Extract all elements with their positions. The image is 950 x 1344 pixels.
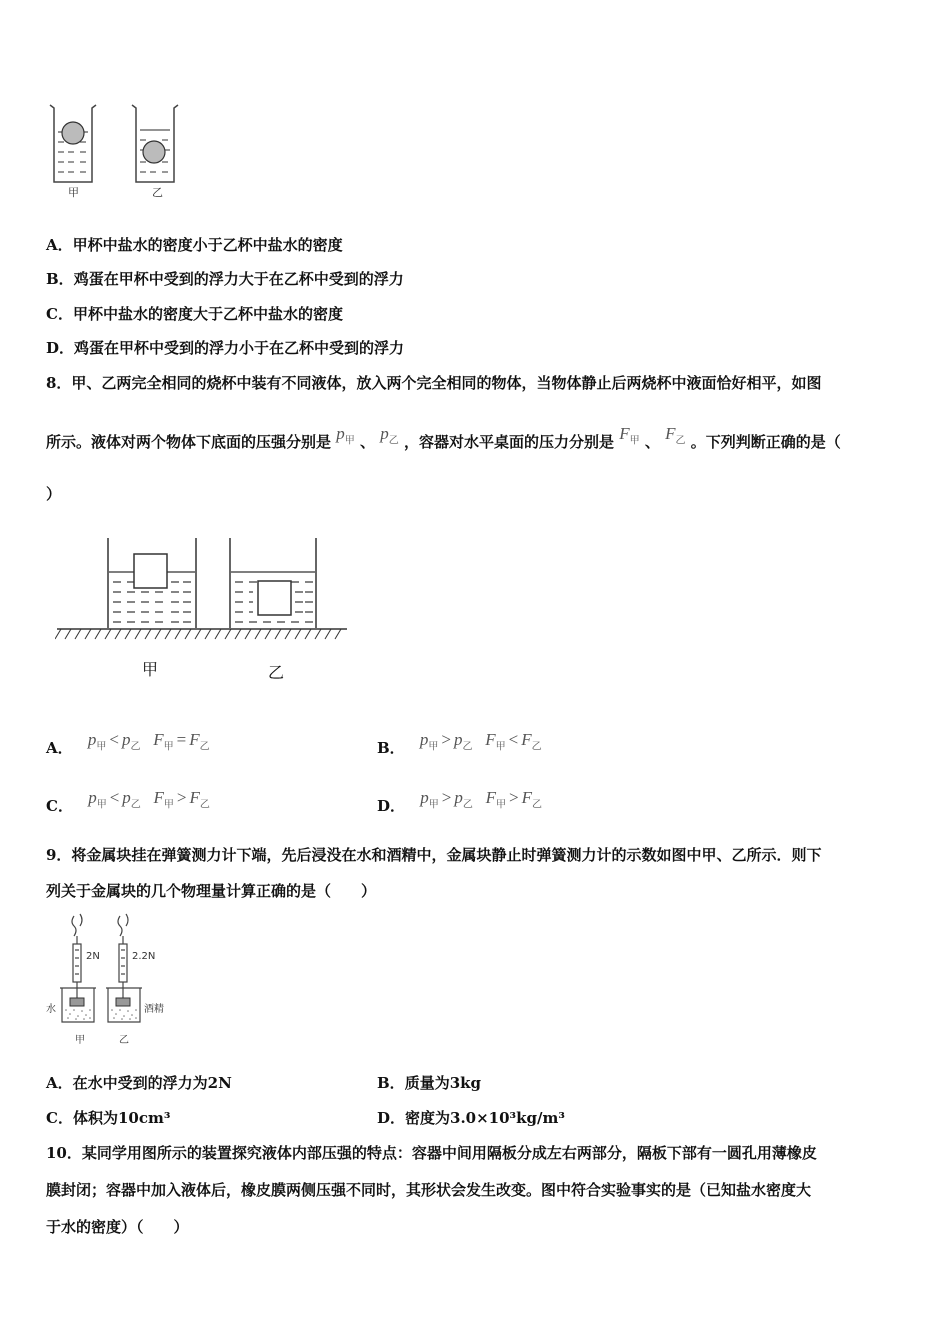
egg-yi	[143, 141, 165, 163]
option-expression	[88, 788, 210, 811]
symbol-p: p	[454, 730, 463, 749]
q8-stem-part-c: ，容器对水平桌面的压力分别是	[403, 433, 614, 451]
symbol-F: F	[189, 730, 200, 749]
metal-block-yi	[116, 998, 130, 1006]
option-expression	[419, 730, 542, 753]
symbol-F: F	[619, 424, 630, 443]
option-key: A．	[46, 1074, 73, 1092]
sub-jia: 甲	[495, 799, 506, 811]
water-dots	[65, 1009, 91, 1020]
spring-scale-yi	[118, 914, 128, 1000]
symbol-p: p	[419, 730, 429, 749]
option-text: 体积为10cm³	[72, 1109, 171, 1127]
block-jia	[134, 554, 167, 588]
sub-yi: 乙	[462, 799, 473, 811]
symbol-F: F	[521, 730, 532, 749]
q8-option-d[interactable]	[377, 788, 542, 823]
symbol-F: F	[485, 788, 496, 807]
symbol-p: p	[420, 788, 429, 807]
symbol-F: F	[153, 730, 164, 749]
q9-reading-jia: 2N	[86, 951, 100, 962]
symbol-p: p	[380, 424, 389, 443]
option-expression	[87, 730, 210, 753]
q7-label-jia: 甲	[68, 186, 79, 199]
q7-option-b[interactable]	[46, 269, 404, 289]
q8-stem-line3: ）	[46, 485, 62, 503]
sub-jia: 甲	[163, 799, 174, 811]
symbol-F: F	[665, 424, 676, 443]
option-key: D．	[377, 1109, 406, 1127]
symbol-p: p	[122, 788, 131, 807]
option-key: A．	[46, 739, 73, 757]
symbol-p-jia	[336, 424, 355, 447]
q10-stem-line1: 10．某同学用图所示的装置探究液体内部压强的特点：容器中间用隔板分成左右两部分，隔板下部有一圆孔用薄橡皮	[46, 1144, 817, 1162]
block-yi	[258, 581, 291, 615]
egg-jia	[62, 122, 84, 144]
option-text: 密度为3.0×10³kg/m³	[405, 1109, 565, 1127]
sub-yi: 乙	[130, 799, 141, 811]
sub-yi: 乙	[675, 435, 686, 447]
relation-1: <	[109, 730, 119, 749]
relation-2: =	[176, 730, 187, 749]
q10-stem-line3: 于水的密度）（ ）	[46, 1218, 189, 1236]
q9-stem-line2: 列关于金属块的几个物理量计算正确的是（ ）	[46, 882, 377, 900]
sub-yi: 乙	[531, 799, 542, 811]
option-key: D．	[46, 339, 75, 357]
option-text: 质量为3kg	[404, 1074, 482, 1092]
sub-jia: 甲	[428, 741, 439, 753]
q7-label-yi: 乙	[152, 186, 163, 199]
option-key: B．	[377, 1074, 405, 1092]
symbol-p: p	[336, 424, 345, 443]
q7-option-d[interactable]	[46, 338, 404, 358]
q9-label-jia: 甲	[75, 1035, 85, 1046]
q9-option-d[interactable]	[377, 1108, 565, 1128]
option-key: B．	[377, 739, 405, 757]
option-key: C．	[46, 305, 73, 323]
option-text: 鸡蛋在甲杯中受到的浮力大于在乙杯中受到的浮力	[73, 270, 404, 288]
relation-1: >	[441, 730, 452, 749]
relation-1: >	[441, 788, 452, 807]
metal-block-jia	[70, 998, 84, 1006]
option-key: D．	[377, 797, 406, 815]
q8-stem-line2	[46, 424, 841, 459]
option-expression	[420, 788, 542, 811]
q9-liquid-water: 水	[46, 1004, 56, 1015]
relation-2: <	[508, 730, 519, 749]
sub-yi: 乙	[462, 741, 473, 753]
option-key: C．	[46, 797, 73, 815]
q9-liquid-alcohol: 酒精	[144, 1004, 164, 1015]
symbol-F: F	[189, 788, 200, 807]
relation-2: >	[176, 788, 187, 807]
q8-option-b[interactable]	[377, 730, 542, 765]
q9-reading-yi: 2.2N	[132, 951, 156, 962]
q8-label-yi: 乙	[268, 663, 285, 682]
q8-stem-part-b: 、	[359, 433, 375, 451]
q7-beaker-figure	[40, 100, 190, 200]
sub-jia: 甲	[163, 741, 174, 753]
option-text: 甲杯中盐水的密度小于乙杯中盐水的密度	[72, 236, 343, 254]
symbol-p-yi	[380, 424, 399, 447]
symbol-F: F	[153, 788, 164, 807]
q9-option-b[interactable]	[377, 1073, 481, 1093]
q9-stem-line1: 9．将金属块挂在弹簧测力计下端，先后浸没在水和酒精中，金属块静止时弹簧测力计的示数如图中甲、乙所示．则下	[46, 846, 822, 864]
q8-option-c[interactable]	[46, 788, 210, 823]
symbol-p: p	[454, 788, 463, 807]
q9-option-a[interactable]	[46, 1073, 232, 1093]
symbol-F: F	[485, 730, 496, 749]
sub-jia: 甲	[96, 799, 107, 811]
q8-stem-line1: 8．甲、乙两完全相同的烧杯中装有不同液体，放入两个完全相同的物体，当物体静止后两烧杯中液面恰好相平，如图	[46, 374, 822, 392]
alcohol-dots	[111, 1009, 137, 1020]
symbol-F: F	[521, 788, 532, 807]
q7-option-c[interactable]	[46, 304, 343, 324]
sub-yi: 乙	[199, 741, 210, 753]
sub-jia: 甲	[428, 799, 439, 811]
option-key: B．	[46, 270, 74, 288]
q9-option-c[interactable]	[46, 1108, 170, 1128]
q8-label-jia: 甲	[142, 660, 159, 679]
q8-option-a[interactable]	[46, 730, 210, 765]
sub-jia: 甲	[344, 435, 355, 447]
option-text: 在水中受到的浮力为2N	[72, 1074, 232, 1092]
symbol-p: p	[88, 788, 97, 807]
q7-option-a[interactable]	[46, 235, 343, 255]
option-key: C．	[46, 1109, 73, 1127]
sub-yi: 乙	[199, 799, 210, 811]
option-key: A．	[46, 236, 73, 254]
option-text: 鸡蛋在甲杯中受到的浮力小于在乙杯中受到的浮力	[74, 339, 405, 357]
spring-scale-jia	[72, 914, 82, 1000]
sub-yi: 乙	[531, 741, 542, 753]
sub-jia: 甲	[629, 435, 640, 447]
sub-yi: 乙	[388, 435, 399, 447]
relation-1: <	[109, 788, 120, 807]
relation-2: >	[508, 788, 519, 807]
q10-stem-line2: 膜封闭；容器中加入液体后，橡皮膜两侧压强不同时，其形状会发生改变。图中符合实验事实的是（已知盐水密度大	[46, 1181, 812, 1199]
sub-jia: 甲	[495, 741, 506, 753]
option-text: 甲杯中盐水的密度大于乙杯中盐水的密度	[72, 305, 343, 323]
q8-stem-part-d: 、	[644, 433, 660, 451]
symbol-F-jia	[619, 424, 640, 447]
symbol-p: p	[87, 730, 97, 749]
symbol-F-yi	[665, 424, 686, 447]
q8-stem-part-e: 。下列判断正确的是（	[690, 433, 841, 451]
q8-stem-part-a: 所示。液体对两个物体下底面的压强分别是	[46, 433, 332, 451]
table-hatching	[55, 629, 341, 639]
q9-label-yi: 乙	[119, 1035, 129, 1046]
symbol-p: p	[121, 730, 131, 749]
sub-jia: 甲	[96, 741, 107, 753]
sub-yi: 乙	[130, 741, 141, 753]
q8-container-figure	[55, 536, 355, 646]
